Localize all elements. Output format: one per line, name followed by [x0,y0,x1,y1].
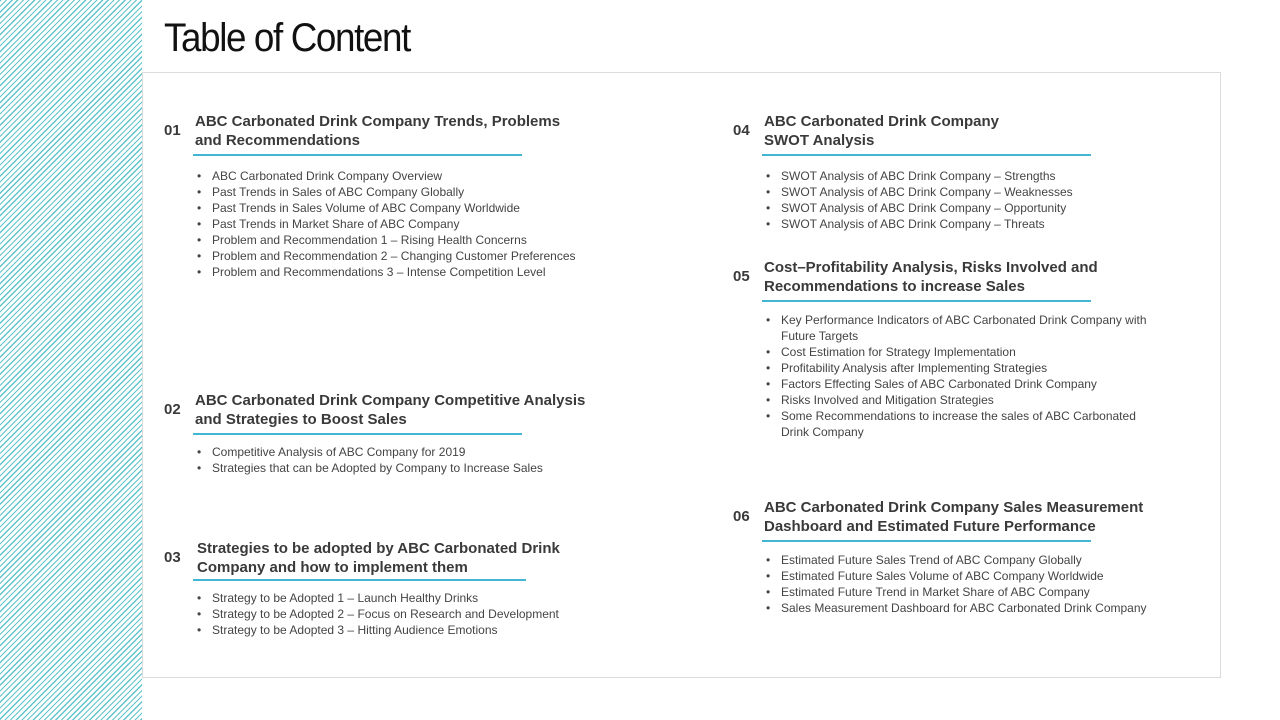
list-item: • Past Trends in Market Share of ABC Company [197,216,576,232]
section-heading [197,539,560,577]
section-heading [195,391,585,429]
section-number: 03 [164,549,181,566]
heading-line: Company and how to implement them [197,559,468,576]
list-item: • Strategy to be Adopted 2 – Focus on Research and Development [197,606,559,622]
list-item: • Past Trends in Sales of ABC Company Globally [197,184,576,200]
section-divider [193,579,526,581]
list-item: • Estimated Future Sales Volume of ABC Company Worldwide [766,568,1147,584]
list-item: • Problem and Recommendation 2 – Changing Customer Preferences [197,248,576,264]
section-item-list [766,552,1147,616]
list-item: • Strategies that can be Adopted by Company to Increase Sales [197,460,543,476]
section-number: 01 [164,122,181,139]
section-number: 05 [733,268,750,285]
list-item: • Risks Involved and Mitigation Strategies [766,392,1147,408]
list-item: • Sales Measurement Dashboard for ABC Carbonated Drink Company [766,600,1147,616]
heading-line: ABC Carbonated Drink Company Competitive Analysis [195,392,586,409]
list-item-continuation: Drink Company [781,425,864,439]
heading-line: Strategies to be adopted by ABC Carbonated Drink [197,540,560,557]
page-title: Table of Content [164,16,410,60]
list-item: • Factors Effecting Sales of ABC Carbonated Drink Company [766,376,1147,392]
heading-line: and Recommendations [195,132,361,149]
list-item: • Problem and Recommendations 3 – Intense Competition Level [197,264,576,280]
section-heading [764,112,999,150]
list-item: • Key Performance Indicators of ABC Carbonated Drink Company with [766,312,1147,328]
section-divider [762,540,1091,542]
list-item: • SWOT Analysis of ABC Drink Company – Threats [766,216,1073,232]
section-heading [764,498,1143,536]
list-item: • Estimated Future Sales Trend of ABC Company Globally [766,552,1147,568]
section-heading [764,258,1098,296]
list-item-continuation: Future Targets [781,329,859,343]
heading-line: Cost–Profitability Analysis, Risks Involved and [764,259,1098,276]
section-divider [762,300,1091,302]
list-item: • Some Recommendations to increase the sales of ABC Carbonated [766,408,1147,424]
section-divider [193,433,522,435]
heading-line: and Strategies to Boost Sales [195,411,407,428]
section-number: 04 [733,122,750,139]
list-item: • ABC Carbonated Drink Company Overview [197,168,576,184]
list-item: • Problem and Recommendation 1 – Rising Health Concerns [197,232,576,248]
list-item: • Competitive Analysis of ABC Company for 2019 [197,444,543,460]
section-item-list [197,444,543,476]
section-divider [193,154,522,156]
list-item: • SWOT Analysis of ABC Drink Company – Opportunity [766,200,1073,216]
heading-line: Recommendations to increase Sales [764,278,1025,295]
list-item: • Strategy to be Adopted 1 – Launch Healthy Drinks [197,590,559,606]
section-heading [195,112,560,150]
section-item-list [766,312,1147,440]
heading-line: Dashboard and Estimated Future Performance [764,518,1096,535]
section-number: 06 [733,508,750,525]
section-item-list [766,168,1073,232]
decorative-stripe-panel [0,0,142,720]
section-item-list [197,168,576,280]
heading-line: ABC Carbonated Drink Company [764,113,1000,130]
list-item: • SWOT Analysis of ABC Drink Company – Weaknesses [766,184,1073,200]
heading-line: ABC Carbonated Drink Company Sales Measurement [764,499,1144,516]
list-item: • Strategy to be Adopted 3 – Hitting Audience Emotions [197,622,559,638]
list-item: • Profitability Analysis after Implementing Strategies [766,360,1147,376]
list-item: • Cost Estimation for Strategy Implementation [766,344,1147,360]
section-divider [762,154,1091,156]
list-item: • SWOT Analysis of ABC Drink Company – Strengths [766,168,1073,184]
section-item-list [197,590,559,638]
heading-line: SWOT Analysis [764,132,875,149]
list-item: • Past Trends in Sales Volume of ABC Company Worldwide [197,200,576,216]
heading-line: ABC Carbonated Drink Company Trends, Problems [195,113,561,130]
section-number: 02 [164,401,181,418]
list-item: • Estimated Future Trend in Market Share of ABC Company [766,584,1147,600]
